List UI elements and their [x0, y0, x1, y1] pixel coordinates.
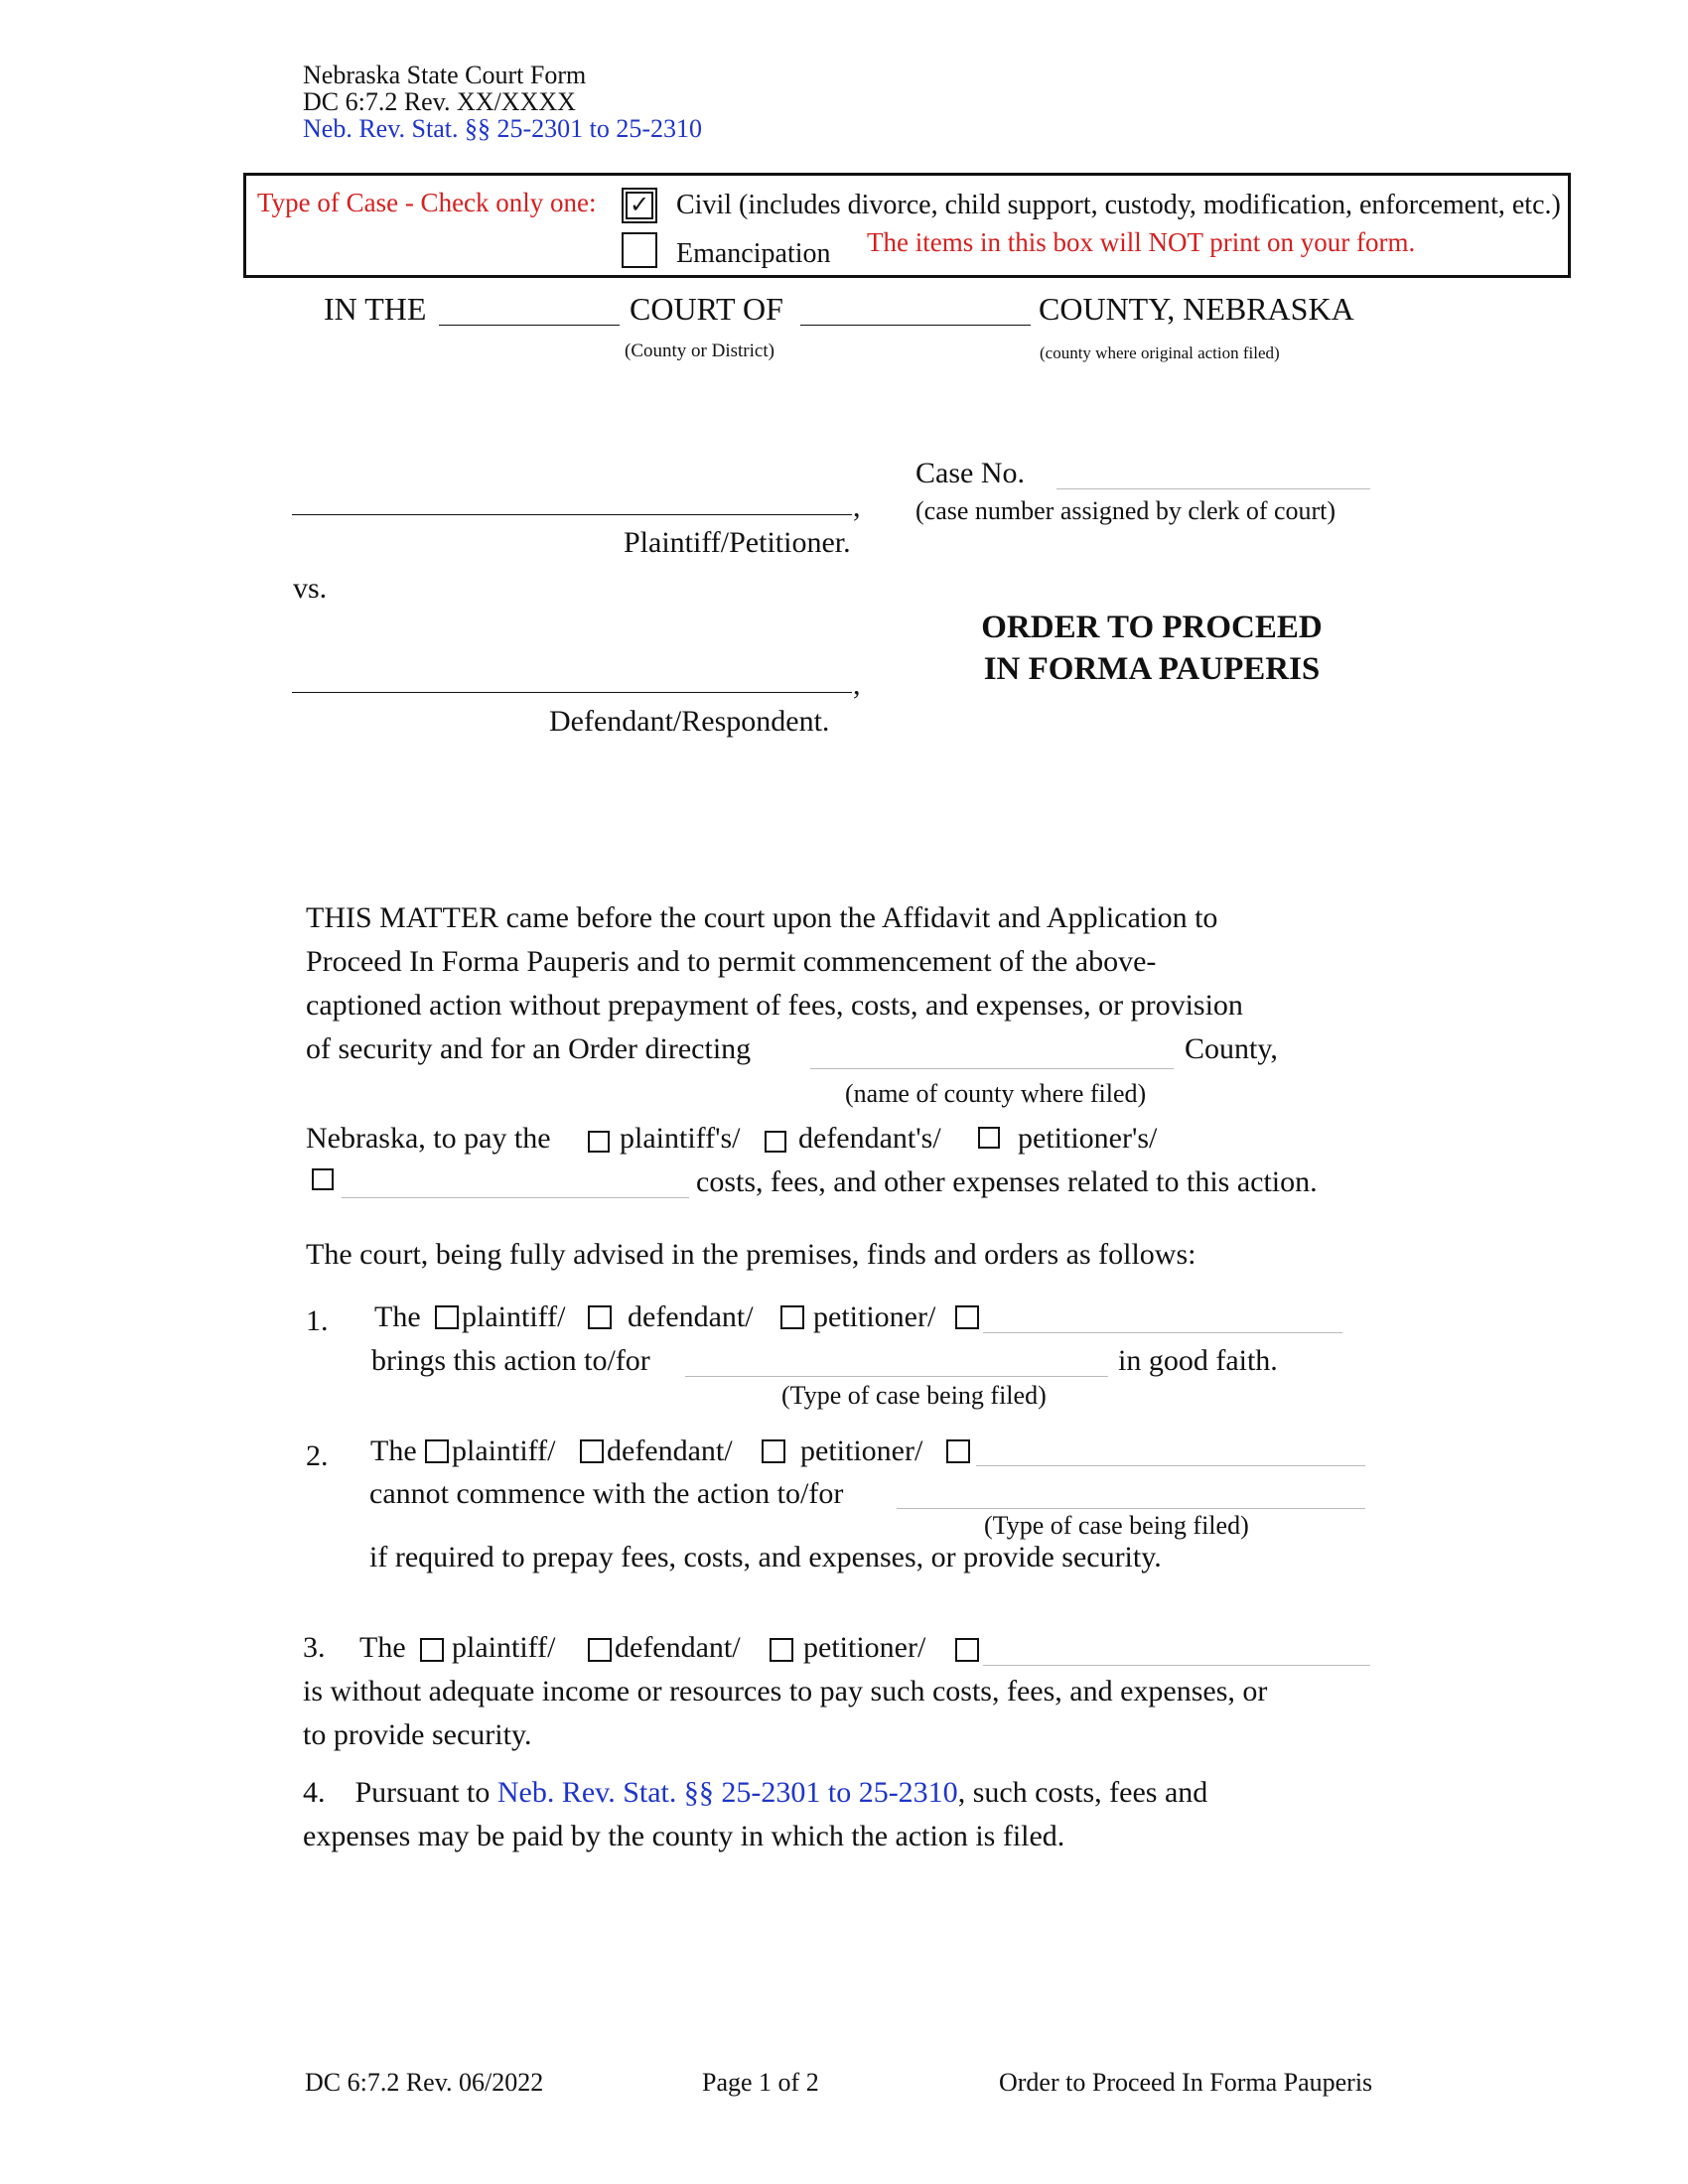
item1-other-field[interactable]	[983, 1332, 1342, 1333]
item4-end: , such costs, fees and	[957, 1776, 1208, 1809]
item2-line3: if required to prepay fees, costs, and expenses, or provide security.	[369, 1541, 1162, 1573]
item2-defendant-label: defendant/	[607, 1434, 733, 1467]
footer-page-number: Page 1 of 2	[702, 2068, 819, 2097]
form-name: Nebraska State Court Form	[303, 61, 587, 89]
plaintiff-label: Plaintiff/Petitioner.	[624, 526, 851, 559]
item4-line2: expenses may be paid by the county in which the action is filed.	[303, 1820, 1065, 1852]
defendant-name-line[interactable]	[292, 692, 852, 693]
petitioners-label: petitioner's/	[1018, 1122, 1158, 1155]
item3-the: The	[359, 1631, 406, 1664]
court-type-hint: (County or District)	[625, 341, 774, 361]
county-line[interactable]	[800, 325, 1031, 326]
item3-number: 3.	[303, 1631, 326, 1664]
statute-link[interactable]: Neb. Rev. Stat. §§ 25-2301 to 25-2310	[303, 114, 702, 143]
item2-case-type-field[interactable]	[897, 1508, 1365, 1509]
other-party-field[interactable]	[342, 1197, 689, 1198]
item1-other-checkbox[interactable]	[955, 1305, 979, 1329]
item1-petitioner-checkbox[interactable]	[780, 1305, 804, 1329]
case-number-hint: (case number assigned by clerk of court)	[915, 496, 1336, 525]
plaintiffs-checkbox[interactable]	[588, 1131, 610, 1153]
defendants-label: defendant's/	[798, 1122, 941, 1155]
item3-other-checkbox[interactable]	[955, 1638, 979, 1662]
county-name-hint: (name of county where filed)	[845, 1079, 1147, 1108]
footer-title: Order to Proceed In Forma Pauperis	[999, 2068, 1373, 2097]
item3-line3: to provide security.	[303, 1718, 532, 1751]
item3-other-field[interactable]	[983, 1665, 1370, 1666]
item3-line2: is without adequate income or resources to pay such costs, fees, and expenses, or	[303, 1675, 1268, 1707]
case-type-label: Type of Case - Check only one:	[257, 188, 597, 217]
item1-good-faith: in good faith.	[1118, 1344, 1278, 1377]
item3-petitioner-checkbox[interactable]	[770, 1638, 793, 1662]
defendant-comma: ,	[853, 668, 861, 701]
other-party-checkbox[interactable]	[312, 1168, 334, 1190]
case-number-label: Case No.	[915, 457, 1025, 489]
item2-other-checkbox[interactable]	[946, 1439, 970, 1463]
item1-petitioner-label: petitioner/	[813, 1300, 936, 1333]
item1-defendant-checkbox[interactable]	[588, 1305, 612, 1329]
item1-case-type-field[interactable]	[685, 1376, 1108, 1377]
item2-defendant-checkbox[interactable]	[580, 1439, 604, 1463]
form-revision: DC 6:7.2 Rev. XX/XXXX	[303, 87, 576, 116]
county-nebraska-label: COUNTY, NEBRASKA	[1039, 291, 1354, 327]
item1-case-type-hint: (Type of case being filed)	[781, 1381, 1047, 1410]
item2-number: 2.	[306, 1439, 329, 1472]
item2-plaintiff-label: plaintiff/	[452, 1434, 556, 1467]
emancipation-checkbox[interactable]	[622, 232, 657, 268]
item1-plaintiff-label: plaintiff/	[462, 1300, 566, 1333]
in-the-label: IN THE	[324, 291, 427, 327]
body-paragraph-line6: costs, fees, and other expenses related to this action.	[696, 1165, 1318, 1198]
item2-the: The	[370, 1434, 417, 1467]
court-type-line[interactable]	[439, 325, 620, 326]
item4-start: Pursuant to	[354, 1776, 491, 1809]
item1-plaintiff-checkbox[interactable]	[435, 1305, 459, 1329]
item2-other-field[interactable]	[976, 1465, 1365, 1466]
item2-case-type-hint: (Type of case being filed)	[984, 1511, 1249, 1540]
body-paragraph-line5: Nebraska, to pay the	[306, 1122, 551, 1155]
emancipation-option-label: Emancipation	[676, 238, 831, 269]
item1-defendant-label: defendant/	[628, 1300, 754, 1333]
item4-number: 4.	[303, 1776, 326, 1809]
findings-intro: The court, being fully advised in the premises, finds and orders as follows:	[306, 1238, 1196, 1271]
document-title-line1: ORDER TO PROCEED	[981, 610, 1323, 645]
plaintiff-comma: ,	[853, 490, 861, 523]
document-title-line2: IN FORMA PAUPERIS	[983, 651, 1321, 687]
item2-plaintiff-checkbox[interactable]	[425, 1439, 449, 1463]
defendants-checkbox[interactable]	[765, 1131, 786, 1153]
item4-statute-link[interactable]: Neb. Rev. Stat. §§ 25-2301 to 25-2310	[496, 1776, 958, 1809]
item1-number: 1.	[306, 1304, 329, 1337]
county-name-field[interactable]	[810, 1068, 1174, 1069]
case-type-box	[243, 173, 1571, 278]
case-number-field[interactable]	[1056, 488, 1370, 489]
footer-form-id: DC 6:7.2 Rev. 06/2022	[305, 2068, 544, 2097]
body-paragraph-line1: THIS MATTER came before the court upon the Affidavit and Application to	[306, 901, 1218, 934]
item4-text	[303, 1776, 1207, 1810]
body-paragraph-line4: of security and for an Order directing	[306, 1032, 752, 1065]
item2-petitioner-label: petitioner/	[800, 1434, 923, 1467]
civil-option-label: Civil (includes divorce, child support, custody, modification, enforcement, etc.)	[676, 190, 1561, 220]
petitioners-checkbox[interactable]	[978, 1127, 1000, 1149]
box-print-note: The items in this box will NOT print on your form.	[867, 227, 1416, 257]
item2-petitioner-checkbox[interactable]	[762, 1439, 785, 1463]
body-paragraph-line2: Proceed In Forma Pauperis and to permit commencement of the above-	[306, 945, 1157, 978]
item3-petitioner-label: petitioner/	[803, 1631, 926, 1664]
vs-label: vs.	[293, 572, 328, 605]
item1-the: The	[374, 1300, 421, 1333]
plaintiffs-label: plaintiff's/	[620, 1122, 741, 1155]
item3-plaintiff-label: plaintiff/	[452, 1631, 556, 1664]
item2-line2: cannot commence with the action to/for	[369, 1477, 844, 1510]
county-hint: (county where original action filed)	[1040, 343, 1280, 362]
defendant-label: Defendant/Respondent.	[549, 705, 830, 738]
plaintiff-name-line[interactable]	[292, 514, 852, 515]
court-of-label: COURT OF	[630, 291, 783, 327]
county-word: County,	[1185, 1032, 1278, 1065]
item3-plaintiff-checkbox[interactable]	[420, 1638, 444, 1662]
civil-checkbox[interactable]: ✓	[622, 188, 657, 223]
item3-defendant-checkbox[interactable]	[588, 1638, 612, 1662]
item1-line2: brings this action to/for	[371, 1344, 650, 1377]
body-paragraph-line3: captioned action without prepayment of fees, costs, and expenses, or provision	[306, 989, 1243, 1022]
item3-defendant-label: defendant/	[615, 1631, 741, 1664]
